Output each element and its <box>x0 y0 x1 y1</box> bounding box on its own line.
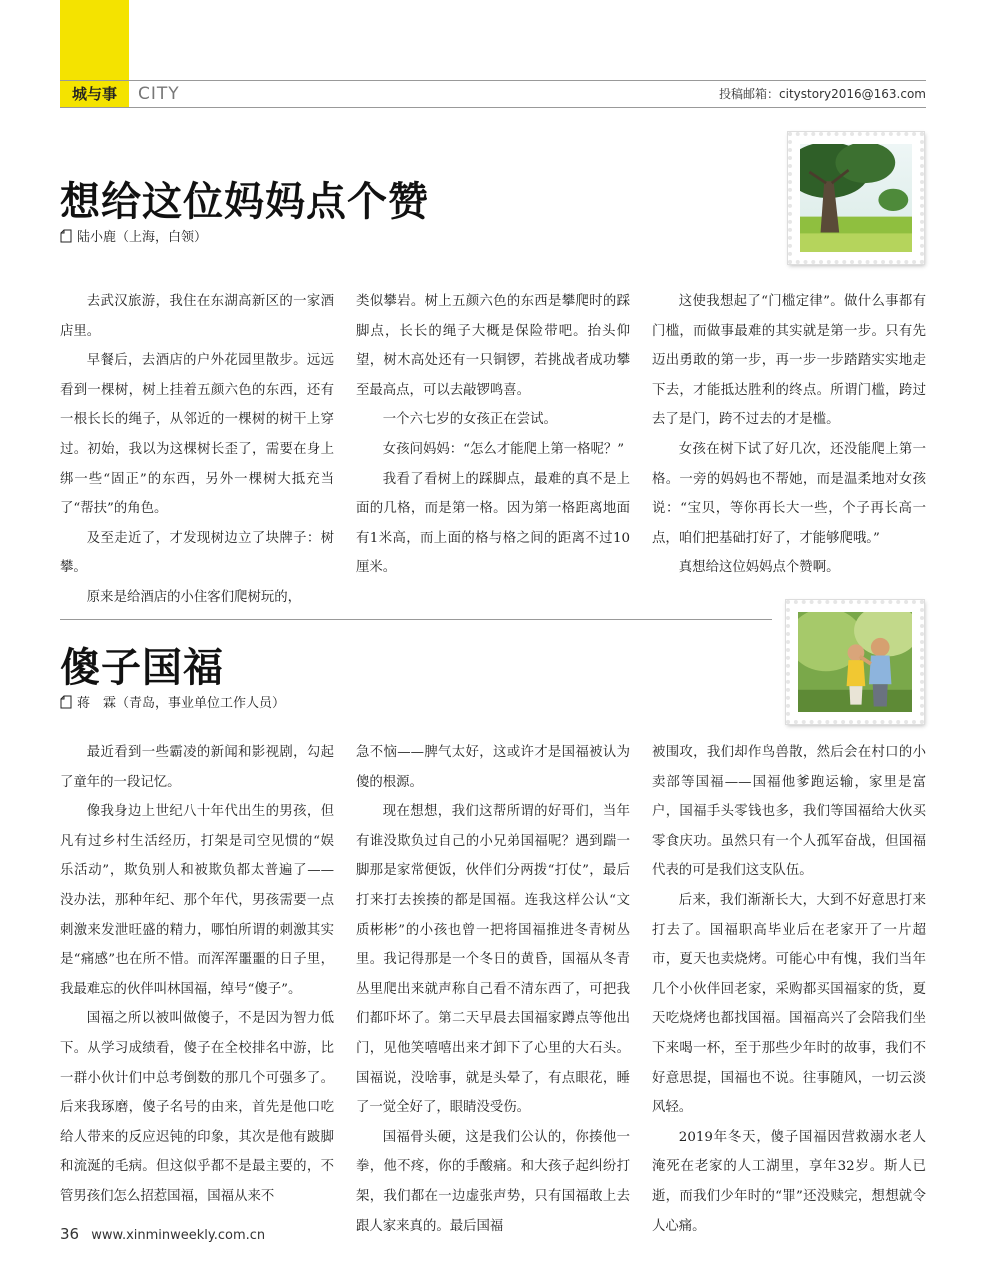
text-column <box>652 738 926 1241</box>
article-1-title: 想给这位妈妈点个赞 <box>60 179 429 225</box>
section-english-label: CITY <box>138 84 180 104</box>
paragraph: 及至走近了，才发现树边立了块牌子：树攀。 <box>60 530 334 576</box>
paragraph: 后来，我们渐渐长大，大到不好意思打来打去了。国福职高毕业后在老家开了一片超市，夏天也卖烧烤。可能心中有愧，我们当年几个小伙伴回老家，采购都买国福家的货，夏天吃烧烤也都找国福。国福高兴了会陪我们坐下来喝一杯，至于那些少年时的故事，我们不好意思提，国福也不说。往事随风，一切云淡风轻。 <box>652 892 926 1116</box>
paragraph: 女孩问妈妈：“怎么才能爬上第一格呢？” <box>382 441 625 457</box>
author-name: 蒋 霖（青岛，事业单位工作人员） <box>77 696 286 711</box>
tree-photo <box>800 144 912 252</box>
text-column <box>60 287 334 613</box>
article-2-title: 傻子国福 <box>60 645 224 691</box>
paragraph: 这使我想起了“门槛定律”。做什么事都有门槛，而做事最难的其实就是第一步。只有先迈出勇敢的第一步，再一步一步踏踏实实地走下去，才能抵达胜利的终点。所谓门槛，跨过去了是门，跨不过去的才是槛。 <box>652 294 926 428</box>
paragraph: 早餐后，去酒店的户外花园里散步。远远看到一棵树，树上挂着五颜六色的东西，还有一根长长的绳子，从邻近的一棵树的树干上穿过。初始，我以为这棵树长歪了，需要在身上绑一些“固正”的东西，另外一棵树大抵充当了“帮扶”的角色。 <box>60 353 334 517</box>
page-footer <box>60 1225 265 1243</box>
paragraph: 类似攀岩。树上五颜六色的东西是攀爬时的踩脚点，长长的绳子大概是保险带吧。抬头仰望，树木高处还有一只铜锣，若挑战者成功攀至最高点，可以去敲锣鸣喜。 <box>356 294 630 398</box>
text-column <box>356 287 630 613</box>
paragraph: 一个六七岁的女孩正在尝试。 <box>382 412 557 428</box>
article-2-byline <box>60 692 285 711</box>
author-name: 陆小鹿（上海，白领） <box>77 230 208 245</box>
page-number: 36 <box>60 1225 80 1243</box>
pen-icon <box>60 695 72 709</box>
yellow-tab-decoration <box>60 0 129 80</box>
text-column <box>356 738 630 1241</box>
article-1-columns <box>60 287 926 613</box>
text-column <box>652 287 926 613</box>
paragraph: 国福之所以被叫做傻子，不是因为智力低下。从学习成绩看，傻子在全校排名中游，比一群小伙计们中总考倒数的那几个可强多了。后来我琢磨，傻子名号的由来，首先是他口吃给人带来的反应迟钝的印象，其次是他有跛脚和流涎的毛病。但这似乎都不是最主要的，不管男孩们怎么招惹国福，国福从来不 <box>60 1011 334 1204</box>
paragraph: 被围攻，我们却作鸟兽散，然后会在村口的小卖部等国福——国福他爹跑运输，家里是富户，国福手头零钱也多，我们等国福给大伙买零食庆功。虽然只有一个人孤军奋战，但国福代表的可是我们这支队伍。 <box>652 745 926 879</box>
text-column <box>60 738 334 1241</box>
paragraph: 真想给这位妈妈点个赞啊。 <box>678 560 840 576</box>
paragraph: 去武汉旅游，我住在东湖高新区的一家酒店里。 <box>60 294 334 339</box>
paragraph: 女孩在树下试了好几次，还没能爬上第一格。一旁的妈妈也不帮她，而是温柔地对女孩说：“宝贝，等你再长大一些，个子再长高一点，咱们把基础打好了，才能够爬哦。” <box>652 441 926 546</box>
paragraph: 像我身边上世纪八十年代出生的男孩，但凡有过乡村生活经历，打架是司空见惯的“娱乐活动”，欺负别人和被欺负都太普遍了——没办法，那种年纪、那个年代，男孩需要一点刺激来发泄旺盛的精力，哪怕所谓的刺激其实是“痛感”也在所不惜。而浑浑噩噩的日子里，我最难忘的伙伴叫林国福，绰号“傻子”。 <box>60 804 334 997</box>
paragraph: 现在想想，我们这帮所谓的好哥们，当年有谁没欺负过自己的小兄弟国福呢？遇到踹一脚那是家常便饭，伙伴们分两拨“打仗”，最后打来打去挨揍的都是国福。连我这样公认“文质彬彬”的小孩也曾一把将国福推进冬青树丛里。我记得那是一个冬日的黄昏，国福从冬青丛里爬出来就声称自己看不清东西了，可把我们都吓坏了。第二天早晨去国福家蹲点等他出门，见他笑嘻嘻出来才卸下了心里的大石头。国福说，没啥事，就是头晕了，有点眼花，睡了一觉全好了，眼睛没受伤。 <box>356 804 630 1116</box>
tree-photo-stamp <box>788 132 924 264</box>
paragraph: 我看了看树上的踩脚点，最难的真不是上面的几格，而是第一格。因为第一格距离地面有1米高，而上面的格与格之间的距离不过10厘米。 <box>356 471 630 576</box>
contribution-email: 投稿邮箱：citystory2016@163.com <box>719 87 926 101</box>
article-1-byline <box>60 226 207 245</box>
paragraph: 原来是给酒店的小住客们爬树玩的， <box>86 589 302 605</box>
paragraph: 国福骨头硬，这是我们公认的，你揍他一拳，他不疼，你的手酸痛。和大孩子起纠纷打架，我们都在一边虚张声势，只有国福敢上去跟人家来真的。最后国福 <box>356 1129 630 1234</box>
page-header <box>60 80 926 108</box>
article-2-columns <box>60 738 926 1241</box>
children-photo <box>798 612 912 712</box>
section-badge: 城与事 <box>60 81 129 107</box>
paragraph: 最近看到一些霸凌的新闻和影视剧，勾起了童年的一段记忆。 <box>60 745 334 790</box>
pen-icon <box>60 229 72 243</box>
paragraph: 急不恼——脾气太好，这或许才是国福被认为傻的根源。 <box>356 745 630 790</box>
website-url: www.xinminweekly.com.cn <box>91 1228 266 1243</box>
children-photo-stamp <box>786 600 924 724</box>
paragraph: 2019年冬天，傻子国福因营救溺水老人淹死在老家的人工湖里，享年32岁。斯人已逝，而我们少年时的“罪”还没赎完，想想就令人心痛。 <box>652 1129 926 1234</box>
